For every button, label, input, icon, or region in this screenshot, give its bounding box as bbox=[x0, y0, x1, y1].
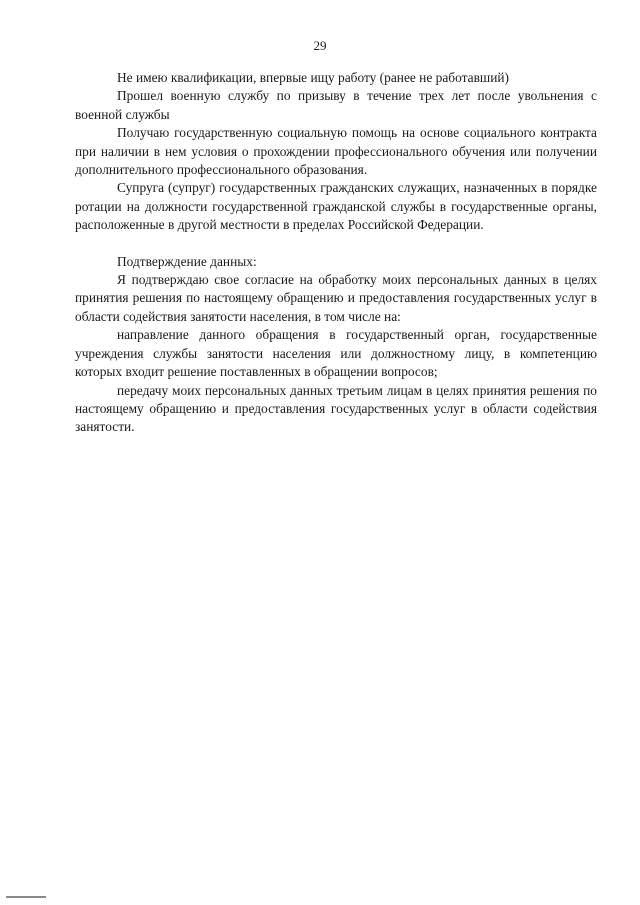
status-option-civil-servant-spouse: Супруга (супруг) государственных гражданских служащих, назначенных в порядке ротации на должности государственной гражданской службы в государственные органы, расположенные в другой местности в пределах Российской Федерации. bbox=[75, 180, 597, 233]
consent-paragraph: Я подтверждаю свое согласие на обработку моих персональных данных в целях принятия решения по настоящему обращению и предоставления государственных услуг в области содействия занятости населения, в том числе на: bbox=[75, 272, 597, 324]
confirmation-heading: Подтверждение данных: bbox=[117, 253, 257, 269]
consent-item-third-party-transfer: передачу моих персональных данных третьим лицам в целях принятия решения по настоящему обращению и предоставления государственных услуг в области содействия занятости. bbox=[75, 382, 597, 435]
page-number: 29 bbox=[313, 38, 327, 53]
status-option-social-contract: Получаю государственную социальную помощь на основе социального контракта при наличии в нем условия о прохождении профессионального обучения или получении дополнительного профессионального образования. bbox=[75, 125, 597, 178]
document-body bbox=[75, 69, 597, 437]
scan-artifact-line bbox=[6, 896, 46, 898]
consent-item-forwarding: направление данного обращения в государственный орган, государственные учреждения службы занятости населения или должностному лицу, в компетенцию которых входит решение поставленных в обращении вопросов; bbox=[75, 327, 597, 380]
status-option-military-service: Прошел военную службу по призыву в течение трех лет после увольнения с военной службы bbox=[75, 88, 597, 122]
status-option-no-qualification: Не имею квалификации, впервые ищу работу (ранее не работавший) bbox=[117, 70, 509, 85]
